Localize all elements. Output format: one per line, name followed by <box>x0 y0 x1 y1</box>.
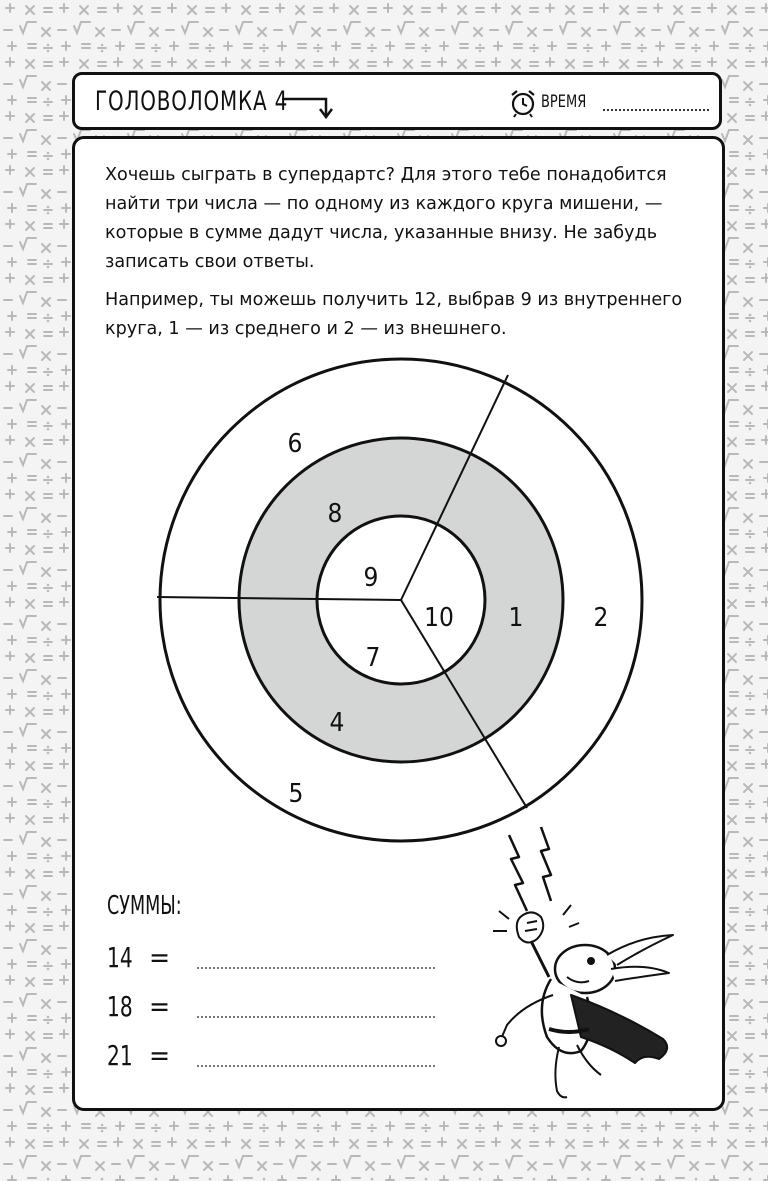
puzzle-title: ГОЛОВОЛОМКА 4 <box>95 86 289 117</box>
sums-title: СУММЫ: <box>107 891 182 921</box>
superhero-rabbit-illustration <box>479 819 719 1109</box>
answer-line[interactable] <box>197 1016 435 1018</box>
middle-number: 1 <box>508 603 524 633</box>
example-text: Например, ты можешь получить 12, выбрав 9 из внутреннего круга, 1 — из среднего и 2 — из внешнего. <box>105 290 683 339</box>
puzzle-panel <box>72 136 725 1111</box>
time-label: ВРЕМЯ <box>541 92 587 112</box>
answer-line[interactable] <box>197 1065 435 1067</box>
inner-number: 10 <box>424 603 454 633</box>
middle-number: 8 <box>327 499 343 529</box>
sum-value: 18 <box>107 990 133 1023</box>
sum-value: 21 <box>107 1039 133 1072</box>
outer-number: 6 <box>287 429 303 459</box>
outer-number: 5 <box>288 779 304 809</box>
dartboard-target <box>75 139 725 859</box>
time-answer-line[interactable] <box>603 109 709 111</box>
sum-row <box>107 941 447 981</box>
answer-line[interactable] <box>197 967 435 969</box>
sum-row <box>107 990 447 1030</box>
equals-sign: = <box>149 990 171 1023</box>
sum-row <box>107 1039 447 1079</box>
outer-number: 2 <box>593 603 609 633</box>
equals-sign: = <box>149 941 171 974</box>
arrow-down-right-icon <box>280 89 340 121</box>
inner-number: 7 <box>365 643 381 673</box>
instructions-text: Хочешь сыграть в супердартс? Для этого тебе понадобится найти три числа — по одному из каждого круга мишени, — которые в сумме дадут числа, указанные внизу. Не забудь записать свои ответы. <box>105 165 667 272</box>
sum-value: 14 <box>107 941 133 974</box>
equals-sign: = <box>149 1039 171 1072</box>
inner-number: 9 <box>363 563 379 593</box>
alarm-clock-icon <box>507 87 539 119</box>
header-bar <box>72 72 722 130</box>
middle-number: 4 <box>329 708 345 738</box>
